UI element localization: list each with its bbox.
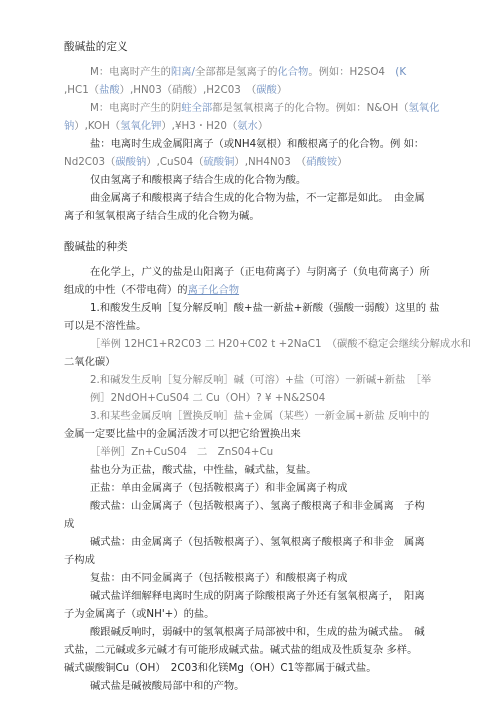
text-line: 子为金属离子（或NH'+）的盐。 bbox=[64, 608, 215, 620]
section-heading-definition: 酸碱盐的定义 bbox=[64, 41, 128, 53]
acid-definition-line: M：电离时产生的阳离/全部都是氢离子的化合物。例如：H2SO4 (K bbox=[90, 66, 407, 78]
link-potassium-hydroxide[interactable]: 氢氧化钾 bbox=[120, 120, 162, 132]
text-line: 复盐：由不同金属离子（包括鞍根离子）和酸根离子构成 bbox=[90, 572, 348, 584]
text-line: 酸式盐：山金属离子（包括鞍根离子）、氢离子酸根离子和非金属离 子构 bbox=[90, 500, 425, 512]
text-line: 例］2NdOH+CuS04 二 Cu（OH）? ¥ +N&2S04 bbox=[90, 392, 326, 404]
text-line: 正盐：单由金属离子（包括鞍根离子）和非金属离子构成 bbox=[90, 482, 348, 494]
text-line: 碱式盐详细解释电离时生成的阴离子除酸根离子外还有氢氧根离子， 阳离 bbox=[90, 590, 425, 602]
text-line: 成 bbox=[64, 518, 75, 530]
text-line: 二氧化碳） bbox=[64, 356, 116, 368]
text-line: 碱式盐：由金属离子（包括鞍根离子）、氢氧根离子酸根离子和非金 属离 bbox=[90, 536, 425, 548]
section-heading-types: 酸碱盐的种类 bbox=[64, 241, 128, 253]
text-line: 子构成 bbox=[64, 554, 95, 566]
text-line: 曲金属离子和酸根离子结合生成的化合物为盐，不一定都是如此。 由金属 bbox=[90, 192, 425, 204]
link-copper-sulfate[interactable]: 硫酸铜 bbox=[203, 156, 235, 168]
link-compound[interactable]: 化合物 bbox=[277, 66, 309, 78]
text-line: 式盐，二元碱或多元碱才有可能形成碱式盐。碱式盐的组成及性质复杂 多样。 bbox=[64, 644, 418, 656]
text-line: ［举例］Zn+CuS04 二 ZnS04+Cu bbox=[90, 446, 274, 458]
link-ammonium-nitrate[interactable]: 硝酸铵 bbox=[306, 156, 338, 168]
text-line: 金属一定要比盐中的金属活泼才可以把它给置换出来 bbox=[64, 428, 301, 440]
text-line: 酸跟碱反响时，弱碱中的氢氧根离子局部被中和，生成的盐为碱式盐。 碱 bbox=[90, 626, 425, 638]
text-line: 组成的中性（不带电荷）的离子化合物 bbox=[64, 284, 240, 296]
link-sodium-hydroxide[interactable]: 氢氧化 bbox=[408, 102, 440, 114]
link-ionic-compound[interactable]: 离子化合物 bbox=[187, 284, 240, 296]
text-line: 1.和酸发生反响［复分解反响］酸+盐一新盐+新酸（强酸一弱酸）这里的 盐 bbox=[90, 302, 440, 314]
text-line: 在化学上，广义的盐是山阳离子（正电荷离子）与阴离子（负电荷离子）所 bbox=[90, 266, 430, 278]
link-carbonic-acid[interactable]: 碳酸 bbox=[256, 84, 277, 96]
link-cation[interactable]: 阳离/ bbox=[170, 66, 196, 78]
text-line: 3.和某些金属反响［置换反响］盐+金属（某些）一新金属+新盐 反响中的 bbox=[90, 410, 430, 422]
text-line: 2.和碱发生反响［复分解反响］碱（可溶）+盐（可溶）一新碱+新盐 ［举 bbox=[90, 374, 432, 386]
text-line: 碱式盐是碱被酸局部中和的产物。 bbox=[90, 680, 245, 692]
text-line: 离子和氢氧根离子结合生成的化合物为碱。 bbox=[64, 210, 260, 222]
acid-examples-line: ,HC1（盐酸）,HN03（硝酸）,H2C03 （碳酸） bbox=[64, 84, 288, 96]
text-line: ［举例 12HC1+R2C03 二 H20+C02 t +2NaC1 （碳酸不稳定会继续分解成水和 bbox=[90, 338, 471, 350]
link-sodium-carbonate[interactable]: 碳酸钠 bbox=[115, 156, 147, 168]
text-line: 盐也分为正盐，酸式盐，中性盐，碱式盐，复盐。 bbox=[90, 464, 317, 476]
text-line: 可以是不溶性盐。 bbox=[64, 320, 147, 332]
link-hydrochloric-acid[interactable]: 盐酸 bbox=[99, 84, 120, 96]
link-ammonia-water[interactable]: 氨水 bbox=[237, 120, 258, 132]
text-line: 仅由氢离子和酸根离子结合生成的化合物为酸。 bbox=[90, 174, 307, 186]
salt-examples-line: Nd2C03（碳酸钠）,CuS04（硫酸铜）,NH4N03 （硝酸铵） bbox=[64, 156, 348, 168]
salt-definition-line: 盐：电离时生成金属阳离子（或NH4氨根）和酸根离子的化合物。例 如： bbox=[90, 138, 425, 150]
text-line: 碱式碳酸铜Cu（OH） 2C03和化镁Mg（OH）C1等都属于碱式盐。 bbox=[64, 662, 377, 674]
base-definition-line: M：电离时产生的阴蛀全部都是氢氧根离子的化合物。例如：N&OH（氢氧化 bbox=[90, 102, 440, 114]
base-examples-line: 钠）,KOH（氢氧化钾）,¥H3・H20（氨水） bbox=[64, 120, 269, 132]
